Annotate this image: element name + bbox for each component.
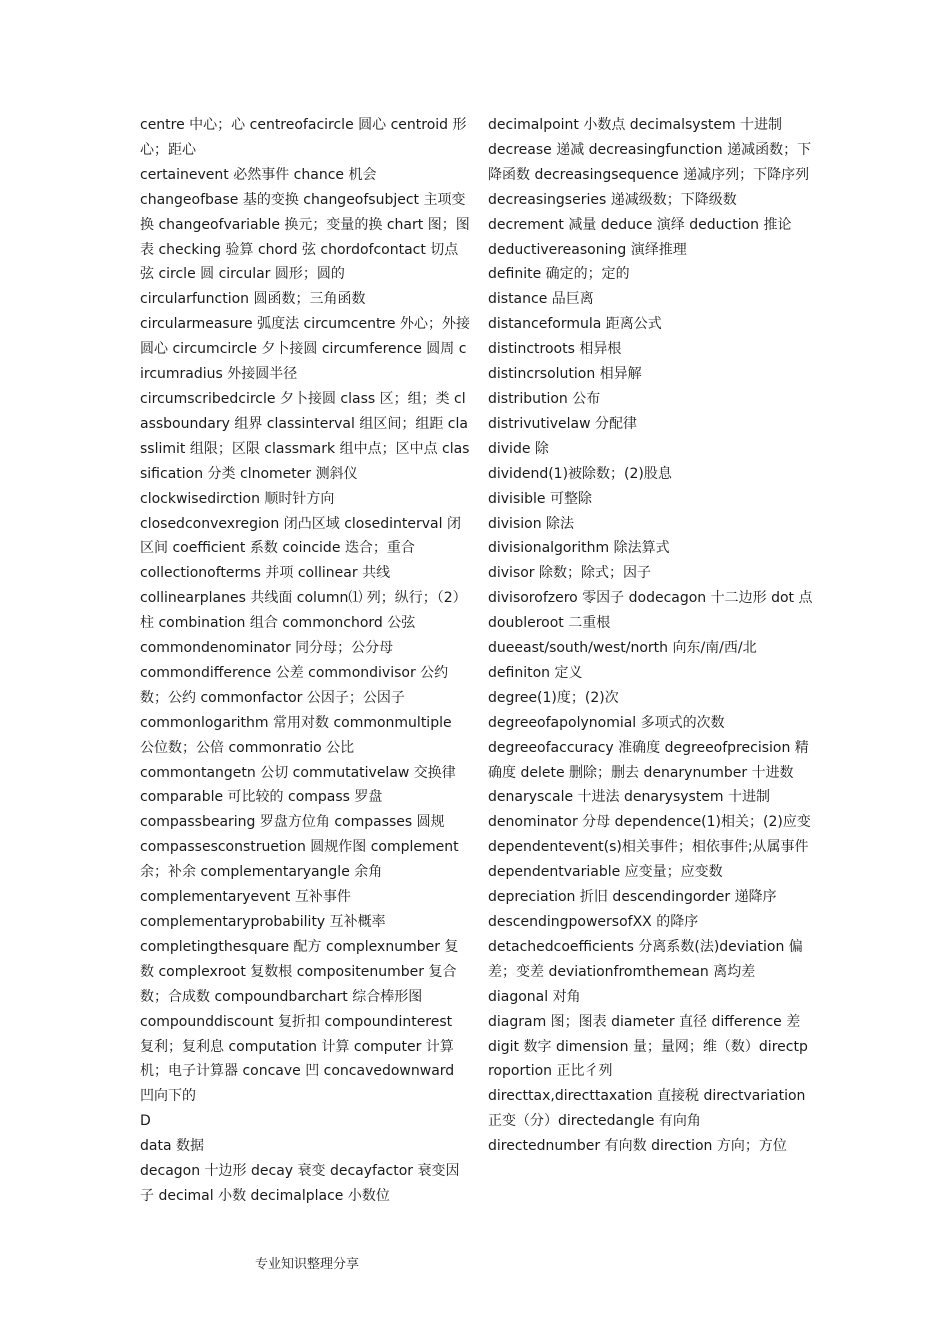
glossary-entry: directtax,directtaxation 直接税 directvariation 正变（分）directedangle 有向角 [488, 1088, 806, 1130]
glossary-entry: commonlogarithm 常用对数 commonmultiple 公位数；公倍 commonratio 公比 [140, 714, 452, 756]
glossary-entry: decrease 递减 decreasingfunction 递减函数；下降函数 decreasingsequence 递减序列；下降序列 decreasingseries 递减级数；下降级数 [488, 141, 812, 208]
glossary-entry: centre 中心；心 centreofacircle 圆心 centroid 形心；距心 [140, 117, 467, 158]
glossary-entry: deductivereasoning 演绎推理 [488, 241, 687, 258]
glossary-entry: collectionofterms 并项 collinear 共线 [140, 565, 391, 582]
glossary-entry: detachedcoefficients 分离系数(法)deviation 偏差；变差 deviationfromthemean 离均差 [488, 938, 803, 980]
glossary-entry: completingthesquare 配方 complexnumber 复数 complexroot 复数根 compositenumber 复合数；合成数 compoundbarchart 综合棒形图 [140, 938, 459, 1005]
glossary-entry: dividend(1)被除数；(2)股息 [488, 465, 672, 482]
glossary-entry: complementaryevent 互补事件 [140, 889, 351, 906]
glossary-entry: divisionalgorithm 除法算式 [488, 540, 670, 557]
glossary-entry: digit 数字 dimension 量；量网；维（数）directproportion 正比彳列 [488, 1038, 808, 1080]
glossary-entry: distribution 公布 [488, 390, 601, 407]
glossary-entry: degreeofaccuracy 准确度 degreeofprecision 精确度 delete 删除；删去 denarynumber 十进数 [488, 739, 809, 781]
glossary-entry: denaryscale 十进法 denarysystem 十进制 [488, 789, 771, 806]
glossary-entry: collinearplanes 共线面 column⑴ 列；纵行；（2）柱 combination 组合 commonchord 公弦 [140, 590, 467, 632]
glossary-entry: certainevent 必然事件 chance 机会 [140, 166, 377, 183]
glossary-entry: circularfunction 圆函数；三角函数 [140, 291, 366, 308]
glossary-entry: definite 确定的；定的 [488, 266, 630, 283]
glossary-entry: compounddiscount 复折扣 compoundinterest 复利；复利息 computation 计算 computer 计算机；电子计算器 concave 凹 concavedownward 凹向下的 [140, 1013, 455, 1105]
glossary-entry: comparable 可比较的 compass 罗盘 [140, 789, 383, 806]
glossary-entry: commontangetn 公切 commutativelaw 交换律 [140, 764, 456, 781]
glossary-entry: definiton 定义 [488, 664, 583, 681]
glossary-entry: degree(1)度；(2)次 [488, 689, 619, 706]
glossary-entry: denominator 分母 dependence(1)相关；(2)应变 dependentevent(s)相关事件；相依事件;从属事件 [488, 814, 811, 856]
glossary-entry: distrivutivelaw 分配律 [488, 415, 638, 432]
glossary-entry: directednumber 有向数 direction 方向；方位 [488, 1138, 787, 1155]
glossary-entry: distinctroots 相异根 [488, 341, 622, 358]
glossary-entry: distanceformula 距离公式 [488, 316, 662, 333]
glossary-entry: dependentvariable 应变量；应变数 [488, 864, 723, 881]
glossary-entry: clockwisedirction 顺时针方向 [140, 490, 335, 507]
left-column [140, 113, 470, 1209]
glossary-entry: decrement 减量 deduce 演绎 deduction 推论 [488, 216, 792, 233]
glossary-entry: diagram 图；图表 diameter 直径 difference 差 [488, 1013, 801, 1030]
glossary-entry: degreeofapolynomial 多项式的次数 [488, 714, 725, 731]
glossary-entry: circularmeasure 弧度法 circumcentre 外心；外接圆心 circumcircle 夕卜接圆 circumference 圆周 circumradius 外接圆半径 [140, 316, 470, 383]
glossary-entry: decimalpoint 小数点 decimalsystem 十进制 [488, 117, 783, 133]
glossary-entry: divide 除 [488, 440, 549, 457]
glossary-entry: commondenominator 同分母；公分母 [140, 640, 394, 657]
glossary-entry: doubleroot 二重根 [488, 615, 611, 632]
glossary-entry: compassesconstruetion 圆规作图 complement 余；补余 complementaryangle 余角 [140, 839, 459, 881]
glossary-entry: diagonal 对角 [488, 988, 581, 1005]
glossary-entry: depreciation 折旧 descendingorder 递降序 [488, 889, 777, 906]
glossary-entry: distincrsolution 相异解 [488, 366, 642, 383]
glossary-entry: complementaryprobability 互补概率 [140, 914, 386, 930]
right-column [488, 113, 813, 1159]
glossary-entry: dueeast/south/west/north 向东/南/西/北 [488, 640, 757, 657]
glossary-entry: compassbearing 罗盘方位角 compasses 圆规 [140, 814, 445, 831]
glossary-entry: data 数据 [140, 1138, 204, 1155]
glossary-entry: commondifference 公差 commondivisor 公约数；公约 commonfactor 公因子；公因子 [140, 664, 449, 706]
glossary-entry: circumscribedcircle 夕卜接圆 class 区；组；类 classboundary 组界 classinterval 组区间；组距 classlimit 组限；区限 classmark 组中点；区中点 classification 分类 clnometer 测斜仪 [140, 390, 470, 482]
glossary-entry: divisor 除数；除式；因子 [488, 565, 652, 582]
glossary-entry: divisible 可整除 [488, 490, 592, 507]
page-footer: 专业知识整理分享 [255, 1257, 360, 1272]
glossary-entry: division 除法 [488, 515, 575, 532]
glossary-entry: divisorofzero 零因子 dodecagon 十二边形 dot 点 [488, 590, 813, 607]
glossary-entry: closedconvexregion 闭凸区域 closedinterval 闭区间 coefficient 系数 coincide 迭合；重合 [140, 515, 461, 557]
glossary-entry: distance 品巨离 [488, 291, 594, 308]
glossary-entry: descendingpowersofXX 的降序 [488, 914, 699, 930]
glossary-entry: decagon 十边形 decay 衰变 decayfactor 衰变因子 decimal 小数 decimalplace 小数位 [140, 1163, 460, 1204]
glossary-entry: changeofbase 基的变换 changeofsubject 主项变换 changeofvariable 换元；变量的换 chart 图；图表 checking 验算 chord 弦 chordofcontact 切点弦 circle 圆 circular 圆形；圆的 [140, 191, 470, 283]
section-letter-heading: D [140, 1113, 151, 1130]
